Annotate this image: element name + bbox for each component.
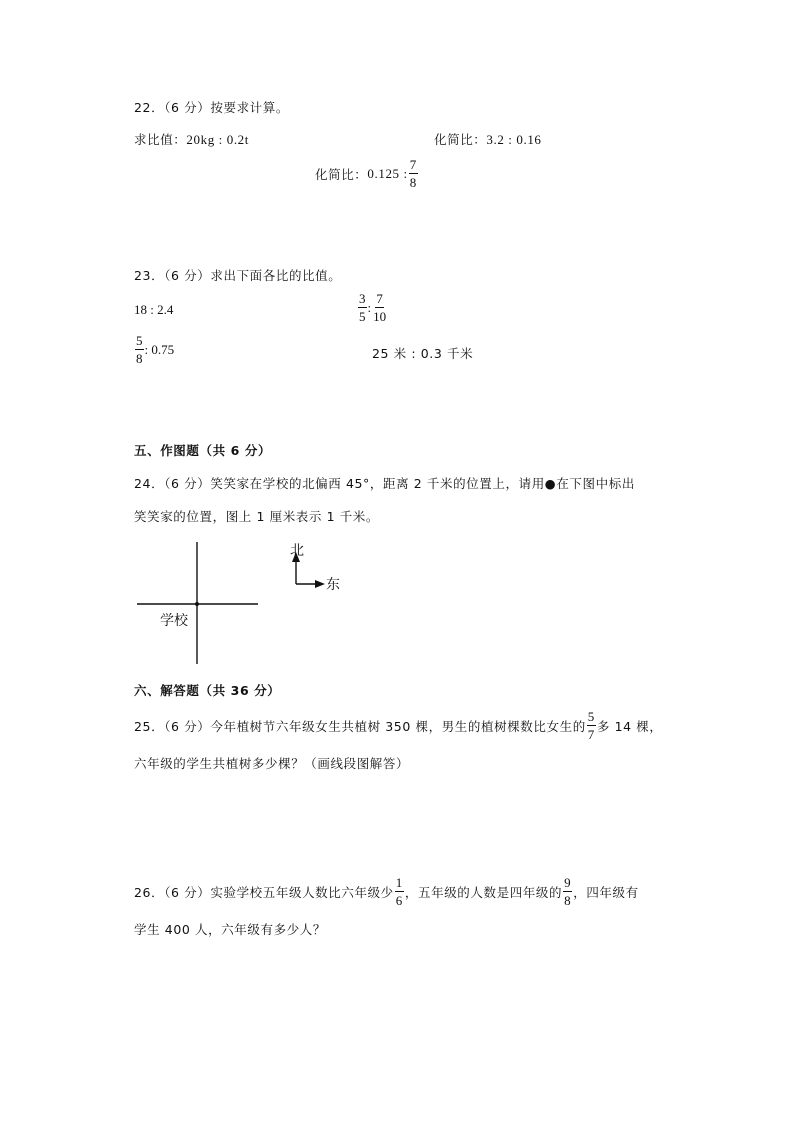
- q26-line2: 学生 400 人，六年级有多少人？: [134, 922, 327, 937]
- q26-fraction2: $\frac{9}{8}$: [564, 875, 572, 908]
- q24-line2: 笑笑家的位置，图上 1 厘米表示 1 千米。: [134, 509, 379, 524]
- q25-line1-post: 多 14 棵，: [596, 718, 663, 734]
- q25-line1-pre: 25．（6 分）今年植树节六年级女生共植树 350 棵，男生的植树棵数比女生的: [134, 718, 586, 734]
- q22-item1-label: 求比值：: [134, 132, 187, 147]
- q26-fraction1: $\frac{1}{6}$: [395, 875, 403, 908]
- q23-item1: 18 : 2.4: [134, 302, 174, 317]
- q23-item3-expr: : 0.75: [144, 341, 175, 357]
- school-point: [195, 602, 199, 606]
- q22-item2-label: 化简比：: [434, 132, 487, 147]
- q23-title: 23．（6 分）求出下面各比的比值。: [134, 268, 342, 283]
- q25-fraction: $\frac{5}{7}$: [587, 709, 595, 742]
- q25-line2: 六年级的学生共植树多少棵？（画线段图解答）: [134, 756, 410, 771]
- q26-line1-mid: ，五年级的人数是四年级的: [404, 884, 563, 900]
- north-label: 北: [290, 544, 304, 559]
- q26-line1: [134, 876, 639, 907]
- q22-item3-fraction: $\frac{7}{8}$: [409, 157, 417, 190]
- q22-item3: [315, 158, 419, 189]
- section6-heading: 六、解答题（共 36 分）: [134, 683, 281, 698]
- q22-item3-expr: 0.125 :: [367, 165, 408, 181]
- q23-item3: [134, 334, 174, 365]
- east-label: 东: [326, 578, 340, 593]
- east-arrow-icon: [315, 580, 325, 588]
- q22-item1-expr: 20kg : 0.2t: [186, 132, 249, 147]
- q23-item2-sep: :: [367, 299, 372, 315]
- school-map-diagram: [130, 540, 360, 670]
- q23-item3-fraction: $\frac{5}{8}$: [136, 333, 143, 366]
- q22-item3-label: 化简比：: [315, 166, 368, 182]
- q22-title: 22．（6 分）按要求计算。: [134, 100, 289, 115]
- q23-item2-fraction2: $\frac{7}{10}$: [373, 291, 387, 324]
- section5-heading: 五、作图题（共 6 分）: [134, 443, 272, 458]
- school-label: 学校: [160, 614, 188, 629]
- q26-line1-pre: 26．（6 分）实验学校五年级人数比六年级少: [134, 884, 394, 900]
- q22-item2-expr: 3.2 : 0.16: [486, 132, 542, 147]
- q26-line1-post: ，四年级有: [573, 884, 639, 900]
- q23-item2: [357, 292, 388, 323]
- q24-line1: 24．（6 分）笑笑家在学校的北偏西 45°，距离 2 千米的位置上，请用●在下图中标出: [134, 476, 635, 491]
- school-map-svg: [130, 540, 360, 670]
- q23-item4: 25 米 : 0.3 千米: [372, 346, 474, 361]
- q23-item2-fraction1: $\frac{3}{5}$: [359, 291, 366, 324]
- q22-item1: [134, 130, 249, 148]
- q25-line1: [134, 710, 662, 741]
- q22-item2: [434, 130, 542, 148]
